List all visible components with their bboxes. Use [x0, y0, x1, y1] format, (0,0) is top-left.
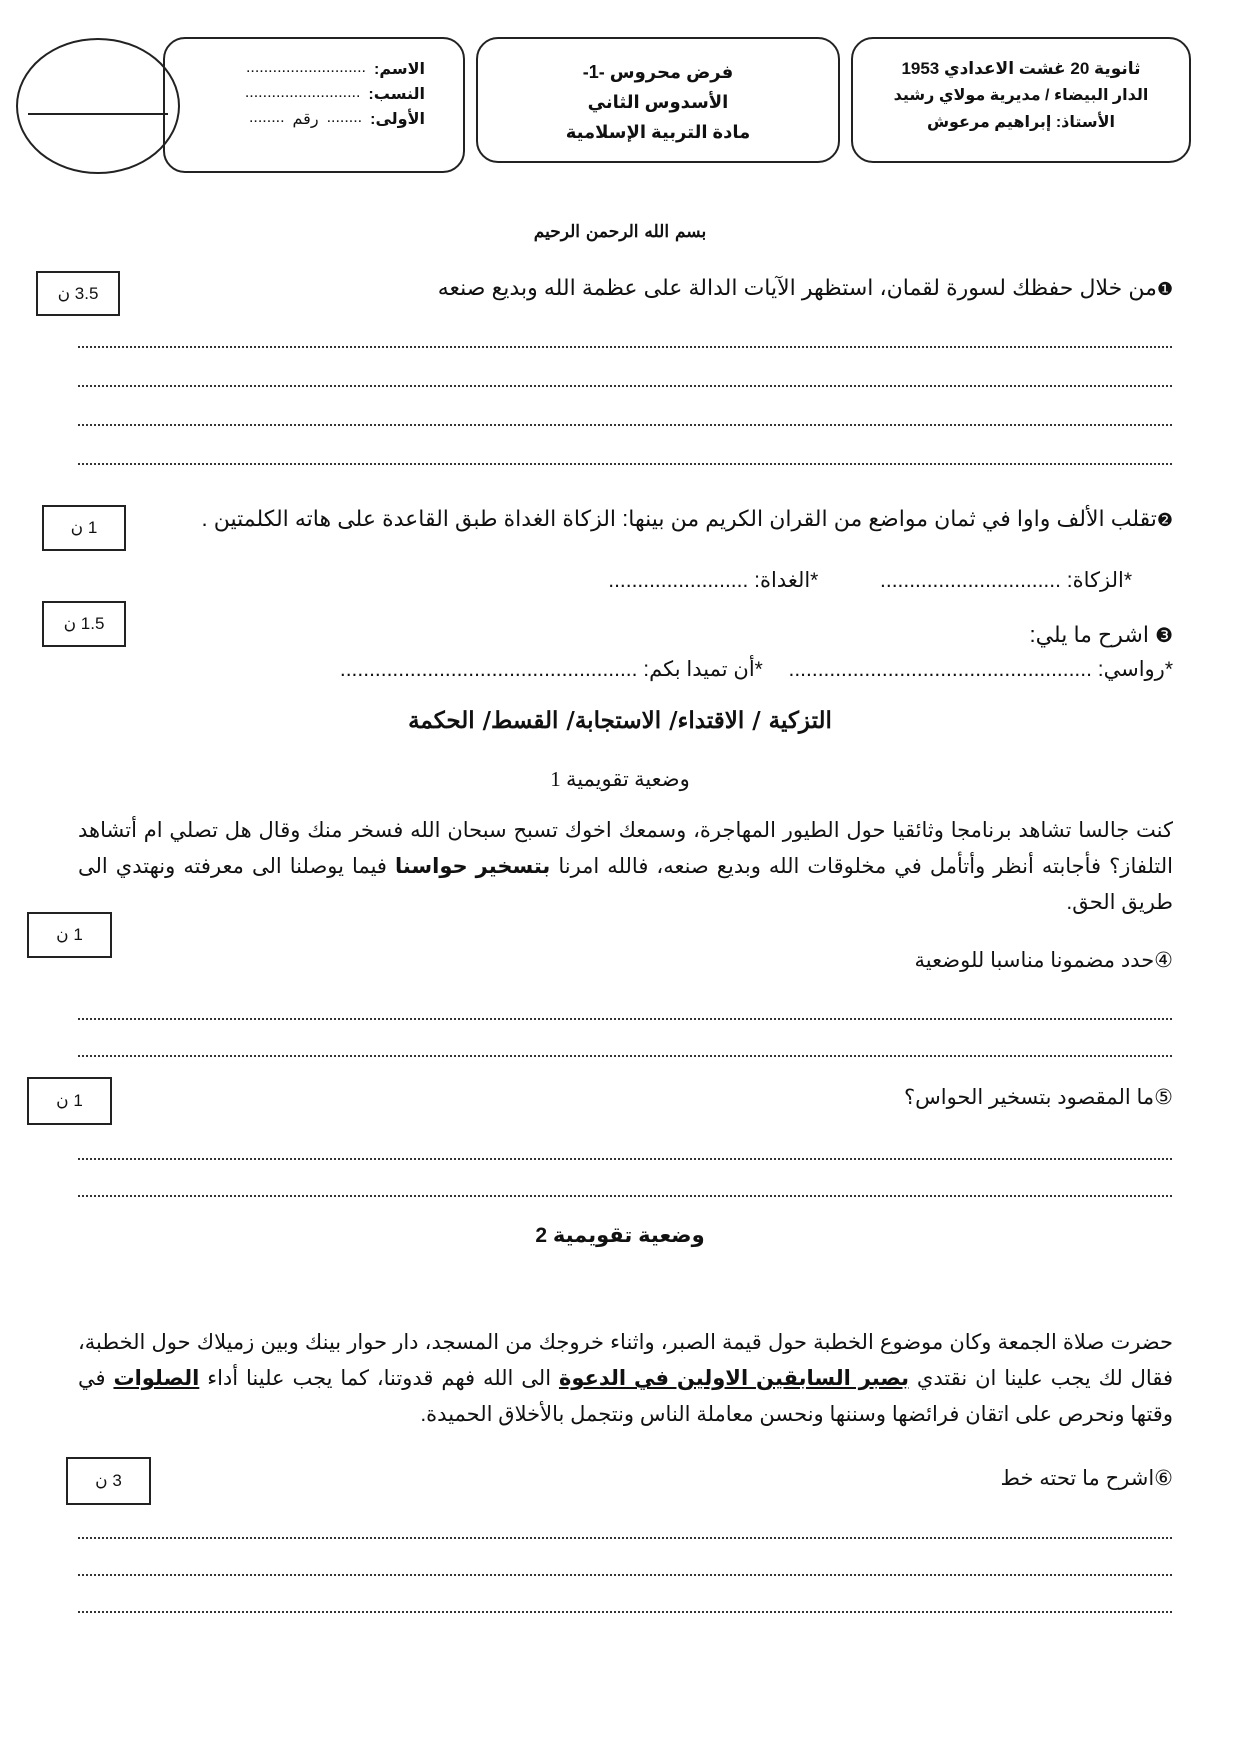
q3-item1-field[interactable]: ....................................................: [788, 658, 1092, 681]
q6-answer-line-3[interactable]: [78, 1611, 1172, 1613]
q6-answer-line-1[interactable]: [78, 1537, 1172, 1539]
teacher-name: الأستاذ: إبراهيم مرعوش: [926, 114, 1116, 131]
exam-semester: الأسدوس الثاني: [587, 92, 729, 112]
school-info-box: [851, 37, 1191, 163]
q1-answer-line-1[interactable]: [78, 346, 1172, 348]
q3-item1-label: *رواسي:: [1097, 658, 1173, 681]
q5-score-box: [27, 1077, 112, 1125]
q4-score-box: [27, 912, 112, 958]
q1-text: من خلال حفظك لسورة لقمان، استظهر الآيات الدالة على عظمة الله وبديع صنعه: [437, 275, 1157, 300]
q5-text: ما المقصود بتسخير الحواس؟: [903, 1086, 1155, 1109]
situation1-title: وضعية تقويمية 1: [550, 767, 690, 791]
basmala: بسم الله الرحمن الرحيم: [533, 222, 707, 242]
q2-question: [202, 506, 1173, 532]
q2-text: تقلب الألف واوا في ثمان مواضع من القران الكريم من بينها: الزكاة الغداة طبق القاعدة على هاته الكلمتين .: [201, 506, 1157, 531]
q3-score-box: [42, 601, 126, 647]
q3-item2-label: *أن تميدا بكم:: [643, 658, 763, 681]
q3-item2-field[interactable]: ...................................................: [339, 658, 638, 681]
q2-item1-field[interactable]: ...............................: [880, 569, 1061, 592]
q4-score: 1 ن: [56, 925, 83, 944]
q2-item2-field[interactable]: ........................: [608, 569, 749, 592]
q3-items: [340, 657, 1173, 682]
school-location: الدار البيضاء / مديرية مولاي رشيد: [893, 87, 1149, 104]
q2-item2-label: *الغداة:: [754, 569, 819, 592]
q2-item1-label: *الزكاة:: [1066, 569, 1132, 592]
q1-marker: ❶: [1156, 279, 1173, 299]
situation2-text-b: الى الله فهم قدوتنا، كما يجب علينا أداء: [199, 1367, 559, 1390]
q1-score: 3.5 ن: [57, 283, 99, 303]
surname-field[interactable]: ..........................: [244, 84, 361, 101]
q5-answer-line-2[interactable]: [78, 1195, 1172, 1197]
q2-marker: ❷: [1156, 510, 1173, 530]
situation2-underlined-1: بصبر السابقين الاولين في الدعوة: [558, 1367, 909, 1390]
q6-score-box: [66, 1457, 151, 1505]
situation2-text: [78, 1325, 1173, 1433]
situation1-text-bold: بتسخير حواسنا: [395, 855, 551, 878]
q3-question: [1029, 622, 1173, 648]
grade-circle: [16, 38, 180, 174]
q6-score: 3 ن: [95, 1471, 122, 1490]
q1-answer-line-2[interactable]: [78, 385, 1172, 387]
situation2-text-a: حضرت صلاة الجمعة وكان موضوع الخطبة حول قيمة الصبر، واثناء خروجك من المسجد، دار حوار بينك وبين زميلاك حول الخطبة، فقال لك يجب علينا ان نقتدي: [78, 1331, 1173, 1390]
q1-question: [438, 275, 1173, 301]
q6-marker: ⑥: [1154, 1467, 1173, 1490]
situation1-text-a: كنت جالسا تشاهد برنامجا وثائقيا حول الطيور المهاجرة، وسمعك اخوك تسبح سبحان الله فسخر منك وقال هل تصلي ام أتشاهد التلفاز؟ فأجابته أنظر وأتأمل في مخلوقات الله وبديع صنعه، فالله امرنا: [78, 819, 1173, 878]
q2-score: 1 ن: [70, 518, 98, 537]
exam-title: فرض محروس -1-: [582, 62, 734, 82]
number-field[interactable]: ........: [248, 109, 285, 126]
q2-items: [608, 568, 1132, 593]
situation1-text: [78, 813, 1173, 921]
name-label: الاسم:: [373, 61, 425, 78]
q5-marker: ⑤: [1154, 1086, 1173, 1109]
values-line: التزكية / الاقتداء/ الاستجابة/ القسط/ الحكمة: [408, 707, 832, 734]
exam-info-box: [476, 37, 840, 163]
q4-text: حدد مضمونا مناسبا للوضعية: [914, 949, 1155, 972]
exam-subject: مادة التربية الإسلامية: [565, 122, 751, 142]
surname-label: النسب:: [368, 86, 425, 103]
q5-score: 1 ن: [56, 1091, 83, 1110]
q1-answer-line-3[interactable]: [78, 424, 1172, 426]
q3-marker: ❸: [1155, 625, 1173, 647]
name-field[interactable]: ...........................: [245, 59, 366, 76]
situation2-text-c: في وقتها ونحرص على اتقان فرائضها وسننها ونحسن معاملة الناس ونتجمل بالأخلاق الحميدة.: [78, 1367, 1173, 1426]
q4-marker: ④: [1154, 949, 1173, 972]
q1-answer-line-4[interactable]: [78, 463, 1172, 465]
number-label: رقم: [292, 111, 319, 128]
q4-question: [915, 948, 1173, 973]
q3-text: اشرح ما يلي:: [1029, 622, 1149, 647]
q4-answer-line-2[interactable]: [78, 1055, 1172, 1057]
situation2-underlined-2: الصلوات: [113, 1367, 200, 1390]
q4-answer-line-1[interactable]: [78, 1018, 1172, 1020]
q2-score-box: [42, 505, 126, 551]
class-label: الأولى:: [370, 111, 425, 128]
q6-text: اشرح ما تحته خط: [1000, 1467, 1155, 1490]
situation2-title: وضعية تقويمية 2: [535, 1224, 705, 1247]
grade-divider: [28, 113, 168, 115]
class-field[interactable]: ........: [326, 109, 363, 126]
q3-score: 1.5 ن: [63, 614, 105, 633]
q5-question: [904, 1085, 1173, 1110]
school-name: ثانوية 20 غشت الاعدادي 1953: [901, 59, 1141, 78]
q6-answer-line-2[interactable]: [78, 1574, 1172, 1576]
q6-question: [1001, 1466, 1173, 1491]
student-info-box: [163, 37, 465, 173]
situation1-text-b: فيما يوصلنا الى معرفته ونهتدي الى طريق الحق.: [78, 855, 1173, 914]
q5-answer-line-1[interactable]: [78, 1158, 1172, 1160]
q1-score-box: [36, 271, 120, 316]
